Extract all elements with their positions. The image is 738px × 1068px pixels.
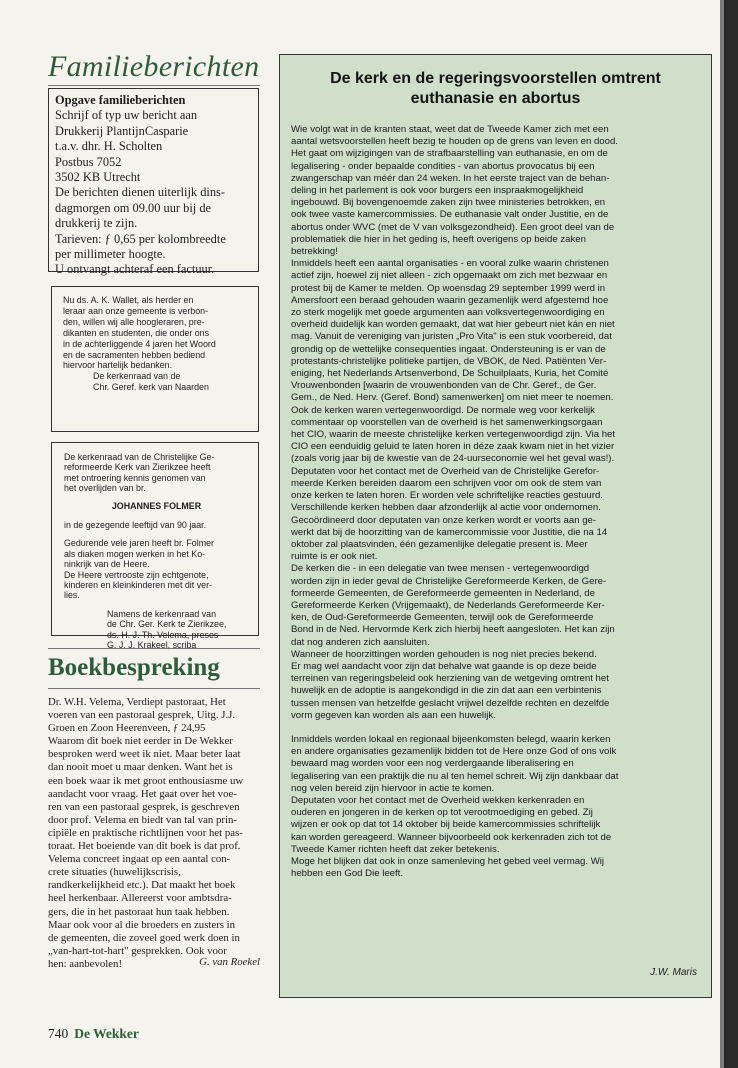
article-title-line: euthanasie en abortus [410,90,581,107]
review-line: cipiële en praktische richtlijnen voor het pas- [48,826,243,839]
article-line: zwangerschap van méér dan 24 weken. In het eerste traject van de behan- [291,172,610,184]
opgave-box [48,88,259,277]
article-line: betrekking! [291,246,338,258]
article-line: Wanneer de hoorzittingen worden gehouden is nog niet precies bekend. [291,648,597,660]
folmer-body-line: De Heere vertrooste zijn echtgenote, [64,569,209,580]
title-rule [48,85,260,86]
article-line: De kerken die - in een delegatie van twee mensen - vertegenwoordigd [291,563,590,575]
wallet-line: den, willen wij alle hoogleraren, pre- [63,316,205,327]
article-line: Het gaat om wijzigingen van de strafbaarstelling van euthanasie, en om de [291,148,608,160]
opgave-line: U ontvangt achteraf een factuur. [55,262,215,277]
opgave-line: Schrijf of typ uw bericht aan [55,108,198,123]
wallet-line: leraar aan onze gemeente is verbon- [63,305,209,316]
boek-top-rule [48,648,260,649]
folmer-intro-line: het overlijden van br. [64,483,146,494]
article-line: actief zijn, hoewel zij niet alleen - zich opgemaakt om zich met bezwaar en [291,270,608,282]
article-line: ouderen en jongeren in de kerken op tot verootmoediging en gebed. Zij [291,807,593,819]
review-line: dan nooit moet u maar denken. Want het is [48,761,233,774]
article-line: Moge het blijken dat ook in onze samenleving het gebed veel vermag. Wij [291,855,605,867]
magazine-name: De Wekker [74,1026,139,1041]
article-line: tussen mensen van hetzelfde geslacht vrijwel dezelfde rechten en dezelfde [291,697,610,709]
article-line: terreinen van regeringsbeleid ook herziening van de wetgeving omtrent het [291,673,609,685]
article-line: eniging, het Nederlands Artsenverbond, De Schuilplaats, Kuria, het Comité [291,368,609,380]
article-line: commentaar op voorstellen van de overheid is het samenwerkingsorgaan [291,416,603,428]
review-author: G. van Roekel [199,956,260,968]
article-line: zo sterk mogelijk met goede argumenten aan volksvertegenwoordiging en [291,307,605,319]
article-line: grondig op de wettelijke consequenties ingaat. Ondersteuning is er van de [291,343,606,355]
article-line: ruimte is er ook niet. [291,551,378,563]
article-line: nog velen bereid zijn hiervoor in actie te komen. [291,782,495,794]
review-line: hen: aanbevolen! [48,957,123,970]
opgave-line: dagmorgen om 09.00 uur bij de [55,200,212,215]
boekbespreking-title: Boekbespreking [48,654,220,681]
folmer-signature: G. J. J. Krakeel, scriba [107,640,197,651]
article-line: ken, de Oud-Gereformeerde Gemeenten, terwijl ook de Gereformeerde [291,612,594,624]
wallet-line: Nu ds. A. K. Wallet, als herder en [63,295,194,305]
article-line: wijzen er ook op dat tot 14 oktober bij beide kamercommissies schriftelijk [291,819,601,831]
folmer-intro-line: reformeerde Kerk van Zierikzee heeft [64,462,211,473]
folmer-obituary-box [51,442,259,651]
review-line: voeren van een pastoraal gesprek, Uitg. J.J. [48,709,236,722]
wallet-line: in de achterliggende 4 jaren het Woord [63,338,216,349]
article-line: Gem., de Ned. Herv. (Geref. Bond) samenwerken] om niet meer te noemen. [291,392,614,404]
article-line: (zoals vorig jaar bij de kwestie van de 24-uurseconomie wel het geval was!). [291,453,615,465]
article-line: legalisering - onder bepaalde condities - van abortus provocatus bij een [291,160,595,172]
article-line: mag. Vanuit de vereniging van juristen „Pro Vita" is een stuk voorbereid, dat [291,331,612,343]
article-box [279,54,712,998]
article-line: kan worden gereageerd. Wanneer bijvoorbeeld ook kerkenraden zich tot de [291,831,612,843]
article-line: hebben een God Die leeft. [291,868,404,880]
article-title-line: De kerk en de regeringsvoorstellen omtrent [330,70,661,87]
article-line: Inmiddels heeft een aantal organisaties - en vooral zulke waarin christenen [291,258,609,270]
opgave-line: per millimeter hoogte. [55,247,166,262]
wallet-line: dikanten en studenten, die onder ons [63,327,210,338]
article-line: Deputaten voor het contact met de Overheid van de Christelijke Gerefor- [291,465,600,477]
article-line: Tweede Kamer richten heeft dat zeker betekenis. [291,843,500,855]
review-line: een boek waar ik met groot enthousiasme uw [48,774,244,787]
folmer-body-line: ninkrijk van de Heere. [64,559,150,570]
folmer-signature: de Chr. Ger. Kerk te Zierikzee, [107,619,227,630]
article-line: protest bij de Kamer te melden. Op woensdag 29 september 1999 werd in [291,282,606,294]
article-line: worden zijn in ieder geval de Christelijke Gereformeerde Kerken, de Gere- [291,575,607,587]
article-line: Er mag wel aandacht voor zijn dat behalve wat gaande is op deze beide [291,660,597,672]
article-line: Deputaten voor het contact met de Overheid wekken kerkenraden en [291,794,585,806]
wallet-line: hiervoor hartelijk bedanken. [63,360,173,371]
folmer-intro-line: De kerkenraad van de Christelijke Ge- [64,452,215,462]
review-line: de gemeenten, die zoveel goed werk doen in [48,931,240,944]
page-binding-edge [724,0,738,1068]
article-line: en andere organisaties gezamenlijk bidden tot de Here onze God of ons volk [291,746,617,758]
folmer-body-line: Gedurende vele jaren heeft br. Folmer [64,538,214,549]
review-line: toraat. Het boeiende van dit boek is dat prof. [48,840,241,853]
folmer-intro-line: met ontroering kennis genomen van [64,472,206,483]
article-line: het CIO, waarin de meeste christelijke kerken vertegenwoordigd zijn. Via het [291,429,616,441]
review-line: „van-hart-tot-hart" gesprekken. Ook voor [48,944,227,957]
review-line: gers, die in het pastoraat hun taak hebben. [48,905,230,918]
review-line: Waarom dit boek niet eerder in De Wekker [48,735,233,748]
article-line: Bond in de Ned. Hervormde Kerk zich hierbij heeft aangesloten. Het kan zijn [291,624,615,636]
opgave-heading: Opgave familieberichten [55,93,186,107]
opgave-line: Postbus 7052 [55,154,122,169]
article-line: bewaard mag worden voor een nog verdergaande liberalisering en [291,758,574,770]
article-line: ingebouwd. Bij bovengenoemde zaken zijn twee ministeries betrokken, en [291,197,606,209]
article-body [291,124,701,880]
article-line: Vrouwenbonden [waarin de vrouwenbonden van de Chr. Geref., de Ger. [291,380,597,392]
wallet-signature: De kerkenraad van de [93,371,181,382]
review-line: besproken werd weet ik niet. Maar beter laat [48,748,241,761]
article-title [280,69,711,109]
article-line: huwelijk en de adoptie is aangekondigd in die zin dat aan een verbintenis [291,685,602,697]
folmer-body-line: als diaken mogen werken in het Ko- [64,548,206,559]
article-line: abortus onder WVC (met de V van volksgezondheid). Een groot deel van de [291,221,615,233]
review-line: ren van een pastoraal gesprek, is geschreven [48,800,240,813]
review-line: crete situaties (huwelijkscrisis, [48,866,181,879]
review-line: Groen en Zoon Heerenveen, ƒ 24,95 [48,722,206,735]
article-line: vorm gegeven kan worden als aan een huwelijk. [291,709,496,721]
boek-title-rule [48,688,260,689]
article-line: werkt dat bij de hoorzitting van de kamercommissie voor Justitie, die na 14 [291,526,608,538]
article-line: dat nog anderen zich aansluiten. [291,636,430,648]
article-line: Wie volgt wat in de kranten staat, weet dat de Tweede Kamer zich met een [291,124,609,135]
article-line: legalisering van een praktijk die nu al ten hemel schreit. Wij zijn dankbaar dat [291,770,619,782]
page-footer [48,1026,139,1042]
article-line: deling in het parlement is ook voor burgers een inspraakmogelijkheid [291,185,584,197]
page-number: 740 [48,1026,69,1041]
folmer-body-line: lies. [64,590,80,601]
familieberichten-title: Familieberichten [48,50,260,83]
wallet-line: en de sacramenten hebben bediend [63,349,206,360]
article-line: aantal wetsvoorstellen heeft bezig te houden op de grens van leven en dood. [291,136,618,148]
article-line: Gecoördineerd door deputaten van onze kerken wordt er voorts aan ge- [291,514,597,526]
review-line: Maar ook voor al die broeders en zusters in [48,918,236,931]
review-line: randkerkelijkheid etc.). Dat maakt het boek [48,879,236,892]
review-line: heel herkenbaar. Allereerst voor ambtsdra- [48,892,232,905]
opgave-line: 3502 KB Utrecht [55,170,141,185]
article-line: oktober zal plaatsvinden, één gezamenlijke delegatie present is. Meer [291,538,588,550]
opgave-line: drukkerij te zijn. [55,216,138,231]
opgave-line: De berichten dienen uiterlijk dins- [55,185,225,200]
article-author: J.W. Maris [650,967,697,978]
folmer-signature: ds. H. J. Th. Velema, preses [107,629,219,640]
folmer-body-line: kinderen en kleinkinderen met dit ver- [64,580,212,591]
wallet-signature: Chr. Geref. kerk van Naarden [93,382,209,393]
opgave-line: t.a.v. dhr. H. Scholten [55,139,163,154]
article-line: Inmiddels worden lokaal en regionaal bijeenkomsten belegd, waarin kerken [291,733,611,745]
opgave-line: Tarieven: ƒ 0,65 per kolombreedte [55,231,226,246]
folmer-age-line: in de gezegende leeftijd van 90 jaar. [64,520,207,531]
article-line: Verschillende kerken hebben daar afzonderlijk al actie voor ondernomen. [291,502,601,514]
review-line: door prof. Velema en biedt van tal van prin- [48,813,237,826]
article-line: meerde Kerken bereiden daarom een schrijven voor om ook de stem van [291,477,602,489]
article-line: formeerde Gemeenten, de Gereformeerde gemeenten in Nederland, de [291,587,595,599]
book-review-text [48,696,262,971]
folmer-signature: Namens de kerkenraad van [107,608,217,619]
review-line: Dr. W.H. Velema, Verdiept pastoraat, Het [48,696,226,708]
article-line: CIO een eenduidig geluid te laten horen in déze zaak kwam niet in het vizier [291,441,615,453]
article-line: overheid duidelijk kan worden gemaakt, dat wat hier gebeurt niet kán en niet [291,319,615,331]
opgave-line: Drukkerij PlantijnCasparie [55,123,189,138]
review-line: aandacht voor vraag. Het gaat over het voe- [48,787,237,800]
wallet-notice-box [51,286,259,432]
deceased-name: JOHANNES FOLMER [111,500,202,511]
article-line: Ook de kerken waren vertegenwoordigd. De normale weg voor kerkelijk [291,404,595,416]
review-line: Velema concreet ingaat op een aantal con- [48,853,231,866]
article-line: protestants-christelijke politieke partijen, de VBOK, de Ned. Patiënten Ver- [291,355,607,367]
article-line: Amersfoort een beraad gehouden waarin gezamenlijk werd afgestemd hoe [291,294,609,306]
article-line: Gereformeerde Kerken (Vrijgemaakt), de Nederlands Gereformeerde Ker- [291,599,605,611]
article-line: problematiek die hier in het geding is, heeft overigens op beide zaken [291,233,586,245]
article-line: ook twee vaste kamercommissies. De euthanasie valt onder Justitie, en de [291,209,609,221]
article-line: onze kerken te laten horen. Er worden vele schriftelijke reacties gestuurd. [291,490,603,502]
